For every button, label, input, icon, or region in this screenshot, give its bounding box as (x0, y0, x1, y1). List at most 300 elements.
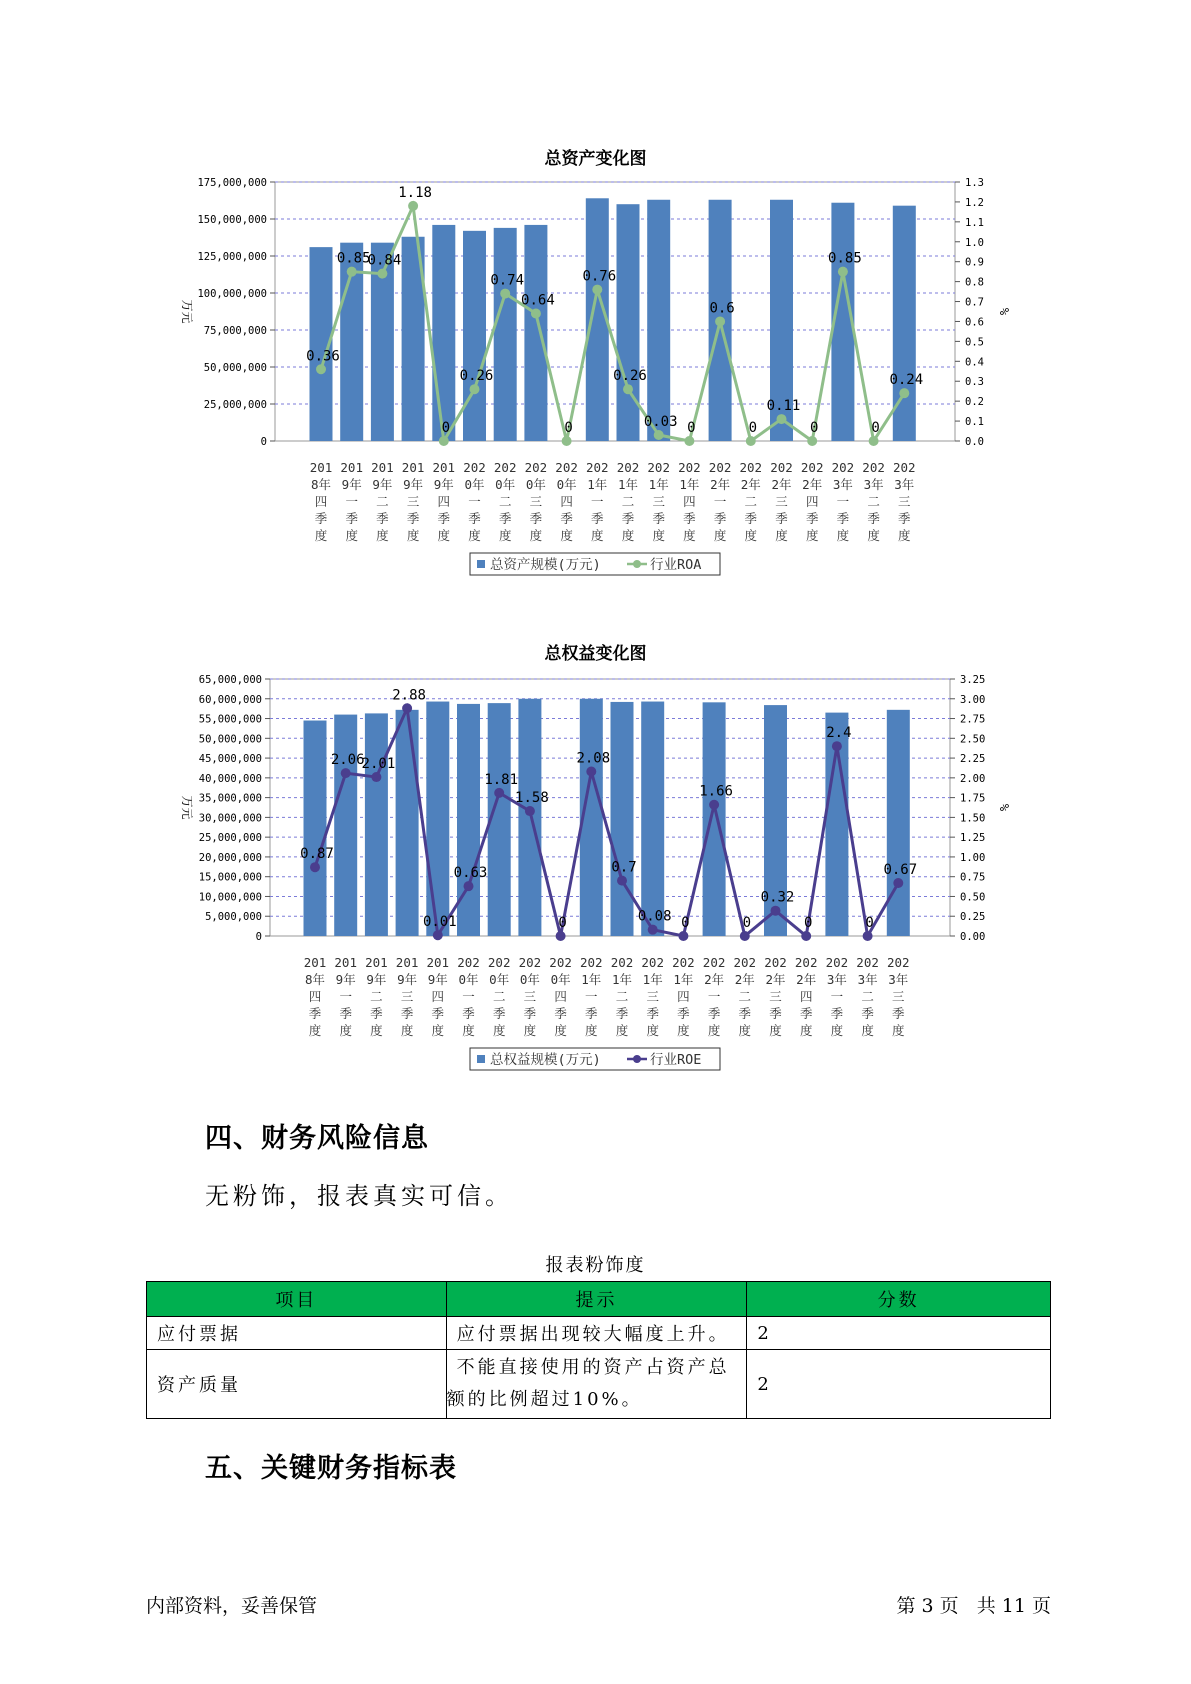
bar (494, 228, 517, 441)
x-tick-label: 度 (462, 1023, 475, 1038)
line-point (341, 768, 351, 778)
legend-swatch-bar (477, 560, 485, 568)
x-tick-label: 9年 (397, 972, 418, 987)
table-header-item: 项目 (147, 1282, 447, 1317)
x-tick-label: 2年 (710, 477, 731, 492)
x-tick-label: 度 (836, 528, 850, 543)
bar (611, 702, 637, 936)
y2-tick-label: 0.3 (965, 376, 984, 389)
y2-tick-label: 0.0 (965, 436, 984, 448)
y2-tick-label: 3.25 (960, 674, 986, 686)
y2-tick-label: 0.7 (965, 296, 984, 309)
x-tick-label: 度 (529, 528, 543, 543)
x-tick-label: 度 (376, 528, 389, 543)
x-tick-label: 季 (345, 511, 358, 526)
x-tick-label: 度 (707, 1023, 721, 1038)
x-tick-label: 季 (652, 511, 665, 526)
y2-tick-label: 0.5 (965, 336, 984, 349)
x-tick-label: 季 (830, 1006, 844, 1021)
x-tick-label: 9年 (372, 477, 393, 492)
data-label: 2.06 (330, 752, 365, 769)
line-point (371, 772, 381, 782)
line-point (771, 906, 781, 916)
x-tick-label: 0年 (489, 972, 510, 987)
y2-tick-label: 0.6 (965, 316, 984, 329)
x-tick-label: 202 (524, 460, 548, 475)
line-point (709, 800, 719, 810)
line-point (715, 316, 725, 326)
x-tick-label: 201 (395, 955, 419, 970)
x-tick-label: 202 (702, 955, 726, 970)
data-label: 0.6 (709, 300, 735, 317)
y2-tick-label: 0.50 (960, 891, 986, 904)
x-tick-label: 度 (744, 528, 758, 543)
data-label: 0.7 (611, 859, 637, 876)
bar (432, 225, 455, 441)
x-tick-label: 202 (580, 955, 603, 970)
bar (365, 713, 388, 936)
table-header-score: 分数 (747, 1282, 1051, 1317)
data-label: 1.66 (699, 783, 733, 800)
footer-left: 内部资料，妥善保管 (146, 1595, 318, 1617)
y-tick-label: 100,000,000 (197, 288, 267, 300)
data-label: 0.36 (306, 348, 340, 365)
x-tick-label: 202 (678, 460, 701, 475)
x-tick-label: 201 (340, 460, 363, 475)
x-tick-label: 度 (861, 1023, 874, 1038)
x-tick-label: 度 (892, 1023, 905, 1038)
line-point (347, 267, 357, 277)
x-tick-label: 202 (549, 955, 572, 970)
x-tick-label: 9年 (433, 477, 454, 492)
x-tick-label: 202 (733, 955, 757, 970)
line-point (899, 388, 909, 398)
x-tick-label: 202 (672, 955, 695, 970)
y-tick-label: 175,000,000 (197, 177, 267, 189)
y2-tick-label: 1.0 (965, 236, 984, 249)
line-point (439, 436, 449, 446)
x-tick-label: 季 (591, 511, 604, 526)
bar (518, 699, 541, 936)
x-tick-label: 202 (610, 955, 634, 970)
y-tick-label: 10,000,000 (198, 891, 262, 904)
page-number: 第 3 页 共 11 页 (896, 1595, 1051, 1617)
y-tick-label: 65,000,000 (198, 674, 262, 686)
line-point (684, 436, 694, 446)
x-tick-label: 季 (677, 1006, 690, 1021)
x-tick-label: 度 (769, 1023, 782, 1038)
x-tick-label: 季 (799, 1006, 813, 1021)
x-tick-label: 季 (805, 511, 819, 526)
table-cell-hint: 应付票据出现较大幅度上升。 (446, 1317, 747, 1350)
x-tick-label: 二 (621, 494, 635, 509)
x-tick-label: 一 (836, 494, 850, 509)
x-tick-label: 0年 (464, 477, 485, 492)
x-tick-label: 二 (498, 494, 512, 509)
x-tick-label: 季 (529, 511, 543, 526)
x-tick-label: 度 (830, 1023, 844, 1038)
x-tick-label: 度 (591, 528, 604, 543)
x-tick-label: 202 (457, 955, 480, 970)
data-label: 0 (564, 420, 573, 436)
y2-tick-label: 2.75 (960, 713, 986, 726)
data-label: 0 (865, 915, 874, 931)
y2-tick-label: 3.00 (960, 693, 986, 706)
data-label: 2.08 (576, 750, 611, 767)
x-tick-label: 度 (713, 528, 727, 543)
x-tick-label: 二 (867, 494, 880, 509)
data-label: 0.85 (828, 250, 862, 267)
line-point (408, 201, 418, 211)
line-point (807, 436, 817, 446)
risk-table (146, 1281, 1051, 1419)
table-caption: 报表粉饰度 (545, 1255, 646, 1276)
y2-tick-label: 2.00 (960, 772, 986, 785)
x-tick-label: 度 (585, 1023, 598, 1038)
x-tick-label: 9年 (427, 972, 448, 987)
table-row (147, 1350, 1051, 1419)
y2-tick-label: 0.00 (960, 931, 986, 943)
x-tick-label: 一 (830, 989, 844, 1004)
x-tick-label: 度 (615, 1023, 629, 1038)
data-label: 0 (687, 420, 696, 436)
y-tick-label: 125,000,000 (197, 251, 267, 263)
x-tick-label: 3年 (857, 972, 878, 987)
x-tick-label: 度 (370, 1023, 383, 1038)
section5-heading: 五、关键财务指标表 (205, 1453, 457, 1484)
x-tick-label: 四 (677, 989, 690, 1004)
data-label: 0.26 (459, 368, 494, 385)
x-tick-label: 度 (683, 528, 696, 543)
y-axis-title: 万元 (180, 299, 194, 324)
line-point (525, 806, 535, 816)
data-label: 0 (558, 915, 567, 931)
x-tick-label: 季 (560, 511, 573, 526)
y-tick-label: 55,000,000 (198, 713, 262, 726)
x-tick-label: 季 (615, 1006, 629, 1021)
x-tick-label: 季 (775, 511, 788, 526)
x-tick-label: 2年 (765, 972, 786, 987)
data-label: 0.76 (582, 268, 617, 285)
x-tick-label: 季 (683, 511, 696, 526)
x-tick-label: 1年 (611, 972, 633, 987)
legend-label-bar: 总权益规模(万元) (490, 1052, 601, 1068)
x-tick-label: 度 (492, 1023, 506, 1038)
x-tick-label: 3年 (863, 477, 884, 492)
x-tick-label: 2年 (796, 972, 817, 987)
y-axis-title: 万元 (180, 795, 194, 820)
y-tick-label: 0 (255, 931, 262, 943)
y2-tick-label: 1.75 (960, 792, 986, 805)
x-tick-label: 季 (713, 511, 727, 526)
line-point (893, 878, 903, 888)
data-label: 0.85 (336, 250, 371, 267)
legend-swatch-dot (633, 560, 641, 568)
x-tick-label: 度 (498, 528, 512, 543)
line-point (402, 703, 412, 713)
x-tick-label: 202 (616, 460, 640, 475)
x-tick-label: 季 (898, 511, 911, 526)
x-tick-label: 四 (683, 494, 696, 509)
line-point (623, 384, 633, 394)
x-tick-label: 度 (805, 528, 819, 543)
x-tick-label: 202 (825, 955, 849, 970)
y2-tick-label: 1.2 (965, 196, 984, 209)
x-tick-label: 季 (585, 1006, 598, 1021)
line-point (746, 436, 756, 446)
bar (641, 702, 664, 936)
x-tick-label: 0年 (458, 972, 479, 987)
data-label: 1.18 (398, 184, 432, 201)
x-tick-label: 度 (406, 528, 420, 543)
x-tick-label: 202 (641, 955, 664, 970)
x-tick-label: 季 (492, 1006, 506, 1021)
x-tick-label: 季 (400, 1006, 414, 1021)
table-cell-score: 2 (747, 1317, 1051, 1350)
y2-tick-label: 1.1 (965, 216, 984, 229)
data-label: 0 (748, 420, 758, 436)
x-tick-label: 季 (431, 1006, 445, 1021)
line-point (377, 269, 387, 279)
x-tick-label: 2年 (704, 972, 725, 987)
x-tick-label: 度 (431, 1023, 445, 1038)
line-point (586, 767, 596, 777)
x-tick-label: 3年 (832, 477, 853, 492)
x-tick-label: 度 (677, 1023, 690, 1038)
x-tick-label: 季 (406, 511, 420, 526)
x-tick-label: 四 (560, 494, 573, 509)
line-point (500, 289, 510, 299)
y-tick-label: 25,000,000 (203, 399, 267, 411)
x-tick-label: 三 (529, 494, 543, 509)
line-point (310, 862, 320, 872)
y-tick-label: 25,000,000 (198, 832, 262, 845)
y-tick-label: 20,000,000 (198, 851, 262, 864)
x-tick-label: 度 (560, 528, 573, 543)
legend-swatch-dot (633, 1055, 641, 1063)
y2-axis-title: % (997, 803, 1011, 812)
line-point (494, 788, 504, 798)
x-tick-label: 度 (314, 528, 328, 543)
x-tick-label: 二 (370, 989, 383, 1004)
x-tick-label: 四 (799, 989, 813, 1004)
x-tick-label: 202 (739, 460, 763, 475)
section4-heading: 四、财务风险信息 (205, 1123, 429, 1154)
y-tick-label: 150,000,000 (197, 214, 267, 226)
data-label: 0.03 (643, 414, 678, 431)
x-tick-label: 201 (309, 460, 333, 475)
x-tick-label: 一 (591, 494, 604, 509)
bar (396, 710, 419, 936)
x-tick-label: 二 (615, 989, 629, 1004)
y-tick-label: 45,000,000 (198, 753, 262, 766)
x-tick-label: 季 (861, 1006, 874, 1021)
x-tick-label: 二 (492, 989, 506, 1004)
y2-tick-label: 1.50 (960, 812, 986, 825)
x-tick-label: 度 (523, 1023, 537, 1038)
line-point (832, 741, 842, 751)
x-tick-label: 季 (769, 1006, 782, 1021)
y2-axis-title: % (997, 307, 1011, 316)
line-point (838, 267, 848, 277)
table-cell-item: 应付票据 (147, 1317, 447, 1350)
table-header-hint: 提示 (446, 1282, 747, 1317)
y2-tick-label: 0.8 (965, 276, 984, 289)
y2-tick-label: 1.00 (960, 851, 986, 864)
x-tick-label: 8年 (304, 972, 326, 987)
bar (703, 702, 726, 936)
x-tick-label: 9年 (366, 972, 387, 987)
x-tick-label: 度 (308, 1023, 322, 1038)
x-tick-label: 三 (769, 989, 782, 1004)
line-point (869, 436, 879, 446)
x-tick-label: 季 (707, 1006, 721, 1021)
y2-tick-label: 0.25 (960, 911, 986, 924)
y2-tick-label: 1.25 (960, 832, 986, 845)
y2-tick-label: 1.3 (965, 177, 984, 189)
x-tick-label: 202 (893, 460, 916, 475)
x-tick-label: 一 (462, 989, 475, 1004)
bar (647, 200, 670, 441)
data-label: 0.26 (613, 368, 647, 385)
y-tick-label: 50,000,000 (203, 362, 267, 374)
y-tick-label: 40,000,000 (198, 772, 262, 785)
x-tick-label: 9年 (403, 477, 424, 492)
x-tick-label: 三 (400, 989, 414, 1004)
y2-tick-label: 0.1 (965, 416, 984, 429)
legend-label-line: 行业ROA (650, 557, 702, 573)
data-label: 0.87 (300, 846, 334, 863)
data-label: 0 (681, 915, 690, 931)
x-tick-label: 季 (554, 1006, 567, 1021)
y2-tick-label: 0.75 (960, 871, 986, 884)
x-tick-label: 3年 (894, 477, 915, 492)
x-tick-label: 1年 (679, 477, 700, 492)
data-label: 2.88 (392, 687, 426, 704)
x-tick-label: 季 (468, 511, 481, 526)
line-point (464, 881, 474, 891)
x-tick-label: 201 (432, 460, 456, 475)
x-tick-label: 三 (646, 989, 659, 1004)
data-label: 0.08 (637, 908, 672, 925)
x-tick-label: 0年 (519, 972, 540, 987)
data-label: 0.84 (367, 252, 402, 269)
y2-tick-label: 0.2 (965, 396, 984, 409)
x-tick-label: 度 (738, 1023, 752, 1038)
bar (887, 710, 910, 936)
x-tick-label: 二 (738, 989, 752, 1004)
x-tick-label: 季 (462, 1006, 475, 1021)
x-tick-label: 3年 (826, 972, 847, 987)
x-tick-label: 0年 (495, 477, 516, 492)
y2-tick-label: 0.9 (965, 256, 984, 269)
chart1-title: 总资产变化图 (544, 149, 647, 169)
y-tick-label: 75,000,000 (203, 325, 267, 337)
x-tick-label: 四 (431, 989, 445, 1004)
data-label: 2.4 (826, 725, 852, 742)
x-tick-label: 202 (487, 955, 511, 970)
data-label: 0 (742, 915, 752, 931)
x-tick-label: 202 (770, 460, 793, 475)
data-label: 1.58 (515, 790, 549, 807)
x-tick-label: 201 (371, 460, 394, 475)
x-tick-label: 8年 (310, 477, 332, 492)
x-tick-label: 202 (555, 460, 578, 475)
bar (334, 715, 357, 936)
x-tick-label: 季 (646, 1006, 659, 1021)
x-tick-label: 201 (303, 955, 327, 970)
x-tick-label: 201 (426, 955, 450, 970)
x-tick-label: 季 (621, 511, 635, 526)
x-tick-label: 季 (308, 1006, 322, 1021)
x-tick-label: 四 (805, 494, 819, 509)
x-tick-label: 202 (794, 955, 818, 970)
y-tick-label: 5,000,000 (205, 911, 262, 924)
x-tick-label: 季 (738, 1006, 752, 1021)
x-tick-label: 度 (867, 528, 880, 543)
x-tick-label: 度 (554, 1023, 567, 1038)
x-tick-label: 度 (437, 528, 451, 543)
line-point (654, 430, 664, 440)
x-tick-label: 0年 (556, 477, 577, 492)
x-tick-label: 一 (707, 989, 721, 1004)
x-tick-label: 2年 (734, 972, 755, 987)
data-label: 0 (871, 420, 880, 436)
line-point (470, 384, 480, 394)
x-tick-label: 季 (314, 511, 328, 526)
x-tick-label: 季 (744, 511, 758, 526)
data-label: 0.67 (883, 862, 918, 879)
x-tick-label: 度 (652, 528, 665, 543)
x-tick-label: 一 (713, 494, 727, 509)
x-tick-label: 202 (493, 460, 517, 475)
bar (426, 702, 449, 936)
table-cell-score: 2 (747, 1350, 1051, 1419)
x-tick-label: 季 (339, 1006, 352, 1021)
y-tick-label: 35,000,000 (198, 792, 262, 805)
x-tick-label: 度 (775, 528, 788, 543)
x-tick-label: 一 (585, 989, 598, 1004)
data-label: 0.24 (889, 372, 924, 389)
line-point (531, 308, 541, 318)
line-point (648, 925, 658, 935)
x-tick-label: 四 (314, 494, 328, 509)
x-tick-label: 四 (554, 989, 567, 1004)
x-tick-label: 1年 (648, 477, 669, 492)
x-tick-label: 三 (892, 989, 905, 1004)
line-point (433, 930, 443, 940)
y-tick-label: 15,000,000 (198, 871, 262, 884)
line-point (617, 876, 627, 886)
bar (617, 204, 640, 441)
legend-label-line: 行业ROE (650, 1052, 702, 1068)
data-label: 0 (803, 915, 813, 931)
y2-tick-label: 0.4 (965, 356, 984, 369)
x-tick-label: 202 (586, 460, 609, 475)
x-tick-label: 3年 (888, 972, 909, 987)
x-tick-label: 2年 (740, 477, 761, 492)
x-tick-label: 202 (463, 460, 486, 475)
data-label: 2.01 (361, 756, 396, 773)
x-tick-label: 1年 (587, 477, 608, 492)
y-tick-label: 30,000,000 (198, 812, 262, 825)
x-tick-label: 季 (437, 511, 451, 526)
x-tick-label: 1年 (642, 972, 663, 987)
line-point (592, 285, 602, 295)
x-tick-label: 1年 (581, 972, 602, 987)
x-tick-label: 度 (339, 1023, 352, 1038)
x-tick-label: 度 (468, 528, 481, 543)
